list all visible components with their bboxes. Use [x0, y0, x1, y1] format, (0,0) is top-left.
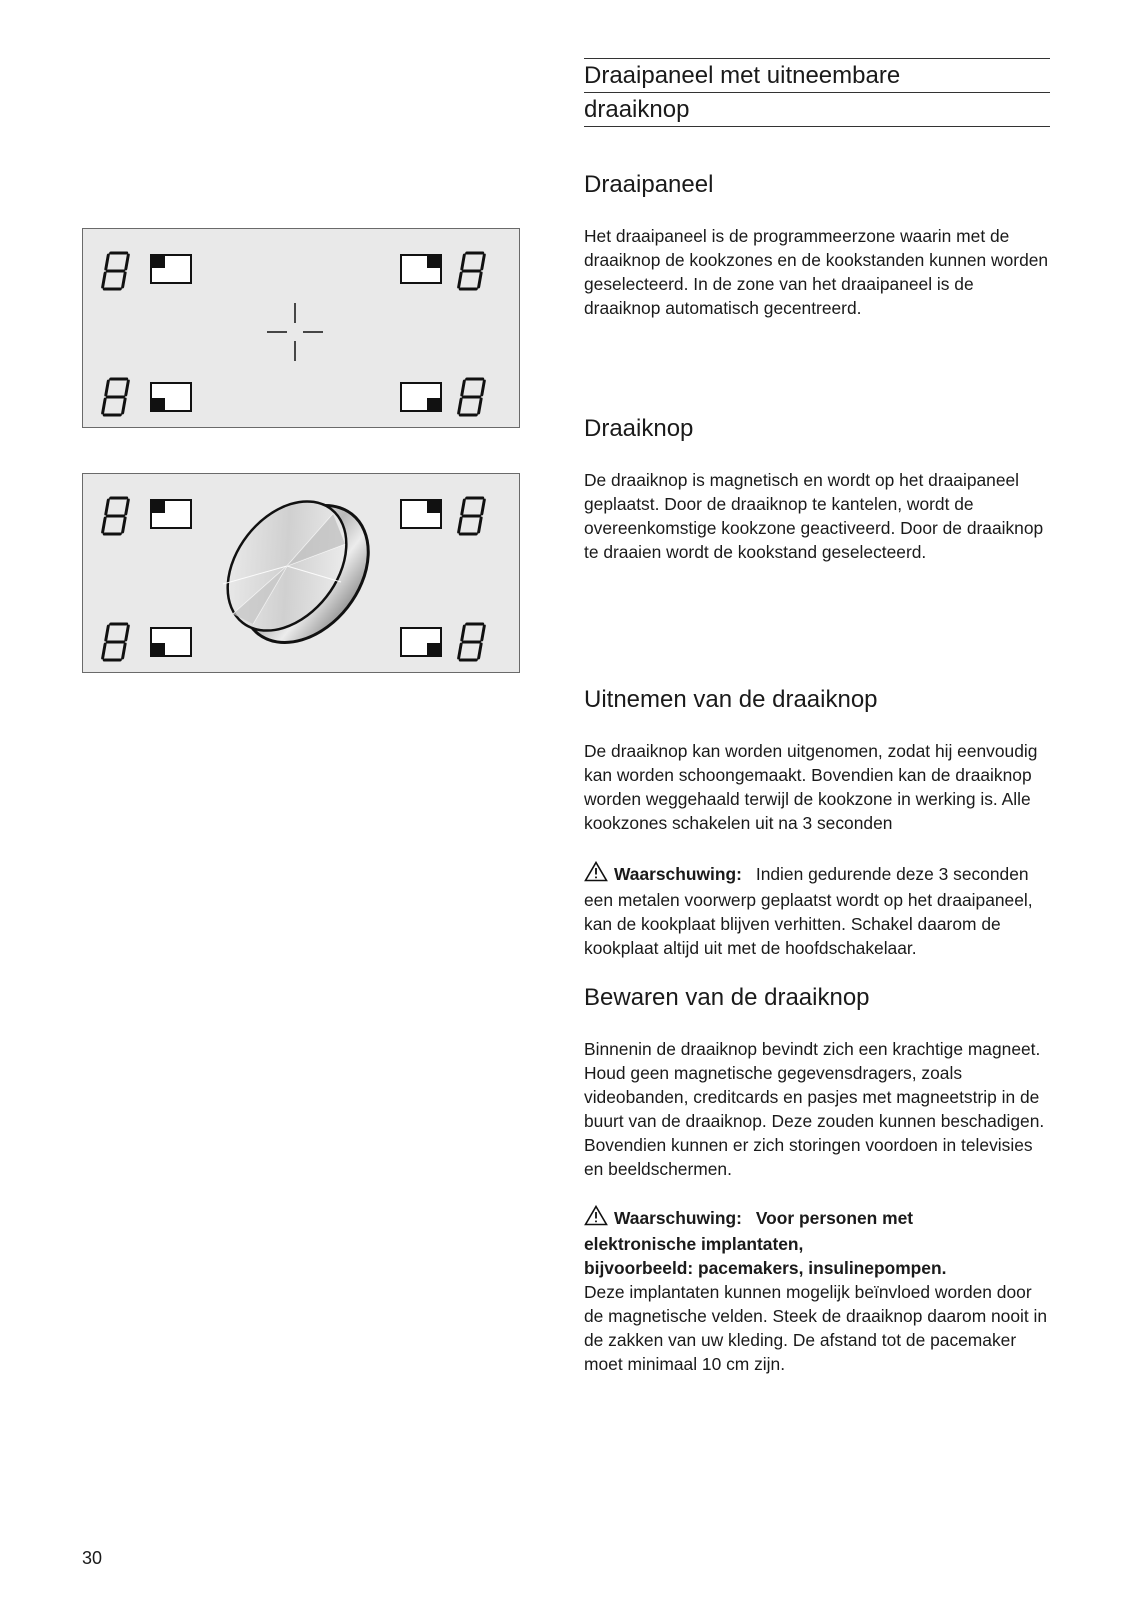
seven-segment-8-icon [458, 624, 484, 660]
section-heading-draaipaneel: Draaipaneel [584, 171, 714, 198]
section-heading-draaiknop: Draaiknop [584, 415, 694, 442]
warning-bold-1: Voor personen met [755, 1208, 914, 1228]
cooking-zone-indicator-icon [151, 500, 191, 528]
seven-segment-8-icon [102, 624, 128, 660]
seven-segment-8-icon [102, 253, 128, 289]
cooking-zone-indicator-icon [151, 383, 191, 411]
section-heading-uitnemen: Uitnemen van de draaiknop [584, 686, 878, 713]
cooking-zone-indicator-icon [401, 383, 441, 411]
warning-bold-2: elektronische implantaten, [584, 1234, 804, 1254]
warning-bold-3: bijvoorbeeld: pacemakers, insulinepompen. [584, 1258, 947, 1278]
cooking-zone-indicator-icon [151, 628, 191, 656]
section-heading-bewaren: Bewaren van de draaiknop [584, 984, 870, 1011]
section-text-bewaren: Binnenin de draaiknop bevindt zich een krachtige magneet. Houd geen magnetische gegevensdragers, zoals videobanden, creditcards en pasjes met magneetstrip in de buurt van de draaiknop. Deze zouden kunnen beschadigen. Bovendien kunnen er zich storingen voordoen in televisies en beeldschermen. [584, 1039, 1045, 1179]
section-text-draaiknop: De draaiknop is magnetisch en wordt op het draaipaneel geplaatst. Door de draaiknop te kantelen, wordt de overeenkomstige kookzone geactiveerd. Door de draaiknop te draaien wordt de kookstand geselecteerd. [584, 470, 1044, 562]
warning-label: Waarschuwing: [614, 864, 742, 884]
warning-line-1 [584, 1205, 1054, 1232]
page-number: 30 [82, 1548, 103, 1568]
control-panel-illustration [82, 228, 520, 428]
rotary-knob-icon [203, 478, 394, 667]
section-text-uitnemen: De draaiknop kan worden uitgenomen, zodat hij eenvoudig kan worden schoongemaakt. Bovendien kan de draaiknop worden weggehaald terwijl de kookzone in werking is. Alle kookzones schakelen uit na 3 seconden [584, 741, 1038, 833]
page-title-line-2: draaiknop [584, 96, 690, 123]
warning-text: Indien gedurende deze 3 seconden een metalen voorwerp geplaatst wordt op het draaipaneel, kan de kookplaat blijven verhitten. Schakel daarom de kookplaat altijd uit met de hoofdschakelaar. [584, 864, 1033, 958]
page-title [584, 58, 1050, 127]
warning-block-bewaren [584, 1205, 1054, 1376]
cooking-zone-indicator-icon [401, 500, 441, 528]
seven-segment-8-icon [458, 253, 484, 289]
cooking-zone-indicator-icon [401, 628, 441, 656]
cooking-zone-indicator-icon [401, 255, 441, 283]
seven-segment-8-icon [458, 379, 484, 415]
warning-text: Deze implantaten kunnen mogelijk beïnvloed worden door de magnetische velden. Steek de draaiknop daarom nooit in de zakken van uw kleding. De afstand tot de pacemaker moet minimaal 10 cm zijn. [584, 1282, 1048, 1374]
seven-segment-8-icon [102, 498, 128, 534]
cooking-zone-indicator-icon [151, 255, 191, 283]
warning-block-uitnemen [584, 861, 1054, 960]
seven-segment-8-icon [458, 498, 484, 534]
section-text-draaipaneel: Het draaipaneel is de programmeerzone waarin met de draaiknop de kookzones en de kookstanden kunnen worden geselecteerd. In de zone van het draaipaneel is de draaiknop automatisch gecentreerd. [584, 226, 1049, 318]
warning-triangle-icon [584, 861, 608, 888]
warning-label: Waarschuwing: [614, 1208, 742, 1228]
seven-segment-8-icon [102, 379, 128, 415]
control-panel-with-knob-illustration [82, 473, 520, 673]
warning-triangle-icon [584, 1205, 608, 1232]
center-crosshair-icon [267, 303, 323, 361]
page-title-line-1: Draaipaneel met uitneembare [584, 59, 1050, 93]
